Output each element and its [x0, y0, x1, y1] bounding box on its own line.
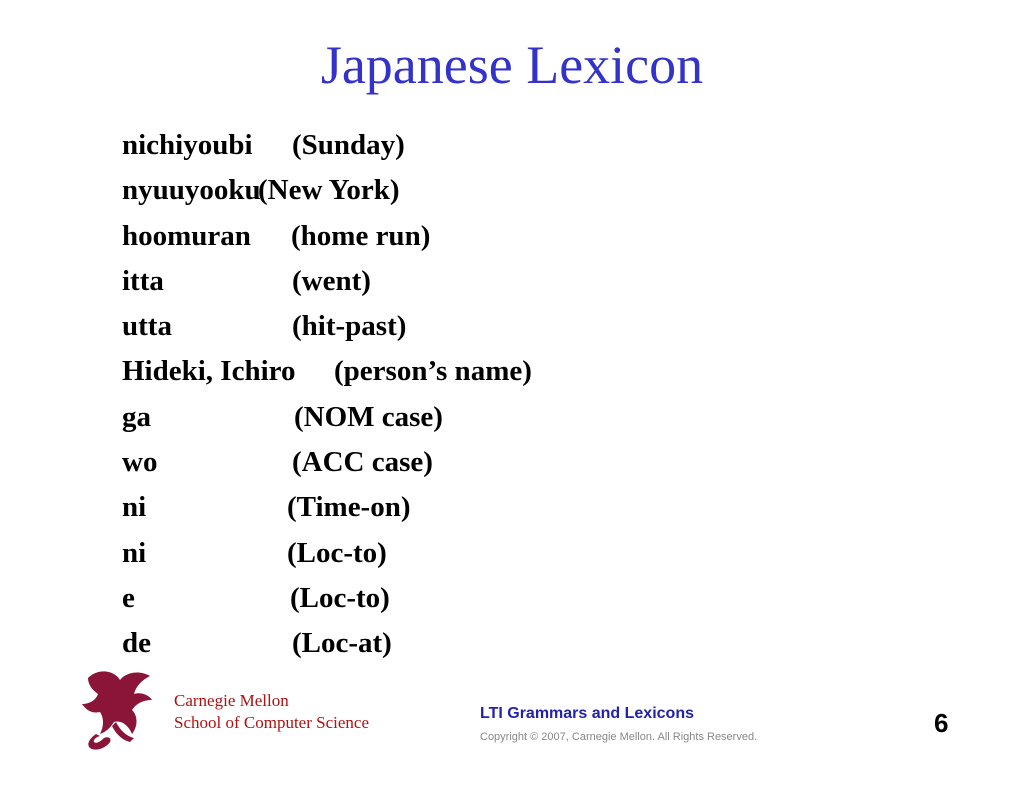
lexicon-entry	[122, 349, 822, 394]
entry-term: ni	[122, 536, 147, 569]
entry-term: de	[122, 627, 151, 660]
entry-gloss: (Loc-at)	[292, 627, 392, 660]
lexicon-entry	[122, 259, 822, 304]
entry-gloss: (Time-on)	[287, 491, 411, 524]
entry-term: wo	[122, 446, 158, 479]
entry-gloss: (Loc-to)	[290, 581, 390, 614]
lexicon-entry	[122, 168, 822, 213]
entry-gloss: (NOM case)	[294, 400, 443, 433]
organization-name	[174, 690, 369, 734]
lexicon-entry	[122, 440, 822, 485]
entry-gloss: (person’s name)	[334, 355, 532, 388]
entry-gloss: (hit-past)	[292, 310, 407, 343]
lexicon-entry	[122, 304, 822, 349]
entry-term: nyuuyooku	[122, 174, 261, 207]
course-title: LTI Grammars and Lexicons	[480, 705, 694, 722]
entry-term: Hideki, Ichiro	[122, 355, 296, 388]
entry-term: utta	[122, 310, 172, 343]
entry-gloss: (Sunday)	[292, 129, 405, 161]
entry-gloss: (New York)	[258, 174, 400, 207]
entry-term: ga	[122, 400, 151, 433]
copyright-notice: Copyright © 2007, Carnegie Mellon. All Rights Reserved.	[480, 731, 758, 743]
page-number: 6	[934, 708, 949, 738]
lexicon-entry	[122, 214, 822, 259]
entry-gloss: (Loc-to)	[287, 536, 387, 569]
entry-term: ni	[122, 491, 147, 524]
entry-term: nichiyoubi	[122, 129, 253, 161]
organization-line-2: School of Computer Science	[174, 713, 369, 732]
entry-gloss: (went)	[292, 264, 371, 297]
organization-line-1: Carnegie Mellon	[174, 691, 289, 710]
lexicon-list	[122, 123, 822, 667]
entry-term: hoomuran	[122, 219, 251, 252]
entry-gloss: (home run)	[291, 219, 431, 252]
lexicon-entry	[122, 531, 822, 576]
lexicon-entry	[122, 395, 822, 440]
griffin-logo-icon	[76, 664, 160, 752]
slide-title: Japanese Lexicon	[320, 35, 704, 95]
entry-gloss: (ACC case)	[292, 446, 433, 479]
entry-term: e	[122, 581, 135, 614]
lexicon-entry	[122, 485, 822, 530]
lexicon-entry	[122, 123, 822, 168]
entry-term: itta	[122, 264, 164, 297]
lexicon-entry	[122, 576, 822, 621]
lexicon-entry	[122, 621, 822, 666]
